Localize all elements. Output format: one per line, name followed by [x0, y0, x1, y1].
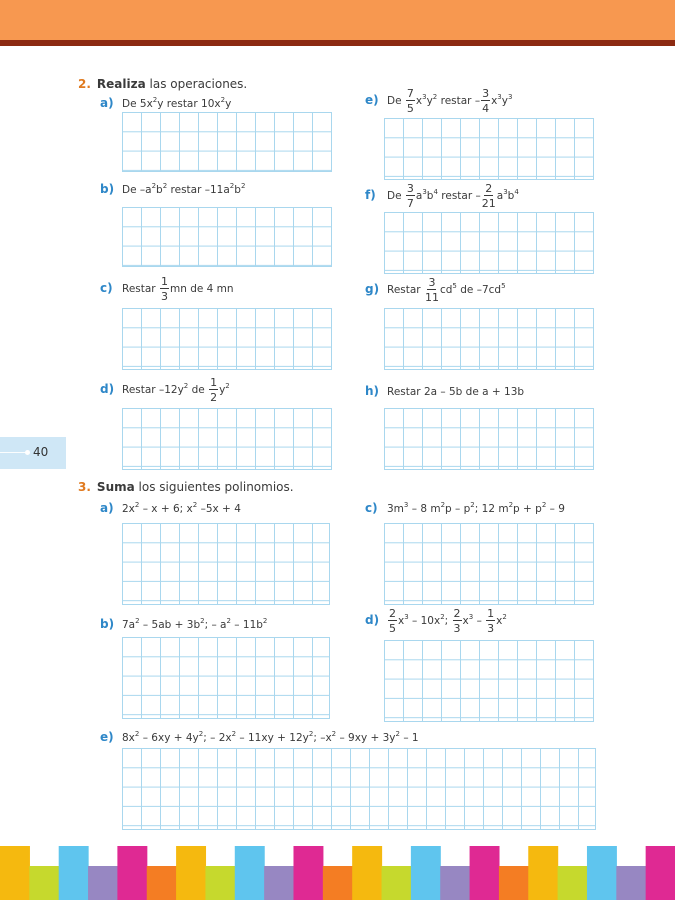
answer-grid-2g[interactable] — [384, 308, 594, 370]
section-3-text: los siguientes polinomios. — [134, 480, 294, 494]
bottom-stripe — [499, 866, 529, 900]
bottom-stripe — [176, 846, 206, 900]
bottom-stripe — [264, 866, 294, 900]
exercise-2d: d) Restar $-12y^2$ de $\frac{1}{2}$ $y^2$ — [100, 376, 230, 404]
bottom-stripe — [528, 846, 558, 900]
section-2-number: 2. — [78, 77, 91, 91]
exercise-2g: g) Restar $\frac{3}{11}$ $cd^5$ de $-7cd^5$ — [365, 276, 506, 304]
bottom-stripe — [29, 866, 59, 900]
bottom-stripe — [88, 866, 118, 900]
bottom-stripe — [558, 866, 588, 900]
bottom-stripe — [646, 846, 675, 900]
section-2-heading — [78, 77, 247, 91]
bottom-stripe — [235, 846, 265, 900]
answer-grid-2e[interactable] — [384, 118, 594, 180]
answer-grid-3b[interactable] — [122, 637, 330, 719]
exercise-2f: f) De $\frac{3}{7}$ $a^3b^4$ restar – $\frac{2}{21}$ $a^3b^4$ — [365, 182, 519, 210]
exercise-3d: d) $\frac{2}{5}$ $x^3 - 10x^2$; $\frac{2}{3}$ $x^3$ – $\frac{1}{3}$ $x^2$ — [365, 607, 507, 635]
exercise-2h: h) Restar 2a – 5b de a + 13b — [365, 384, 525, 398]
bottom-stripe — [352, 846, 382, 900]
answer-grid-3c[interactable] — [384, 523, 594, 605]
answer-grid-2d[interactable] — [122, 408, 332, 470]
bottom-stripe — [59, 846, 89, 900]
section-3-heading — [78, 480, 294, 494]
page-tab-dot — [25, 450, 30, 455]
bottom-stripe — [147, 866, 177, 900]
exercise-3a: a) $2x^2 - x + 6$; $x^2$ –5x + 4 — [100, 501, 241, 515]
page-number: 40 — [33, 445, 49, 459]
answer-grid-3a[interactable] — [122, 523, 330, 605]
section-3-keyword: Suma — [96, 480, 135, 494]
bottom-stripe-decoration — [0, 846, 675, 900]
answer-grid-3d[interactable] — [384, 640, 594, 722]
answer-grid-2h[interactable] — [384, 408, 594, 470]
exercise-3b: b) $7a^2 - 5ab + 3b^2$; – $a^2 - 11b^2$ — [100, 617, 268, 631]
answer-grid-3e[interactable] — [122, 748, 596, 830]
exercise-3c: c) $3m^3 - 8$ $m^2p - p^2$; 12 $m^2p + p^2 - 9$ — [365, 501, 565, 515]
exercise-2e: e) De $\frac{7}{5}$ $x^3y^2$ restar – $\frac{3}{4}$ $x^3y^3$ — [365, 87, 513, 115]
bottom-stripe — [440, 866, 470, 900]
bottom-stripe — [293, 846, 323, 900]
page-tab-line — [0, 452, 26, 453]
top-color-bar — [0, 0, 675, 40]
answer-grid-2c[interactable] — [122, 308, 332, 370]
answer-grid-2a[interactable] — [122, 112, 332, 172]
exercise-2b: b) De $-a^2b^2$ restar $-11a^2b^2$ — [100, 182, 246, 196]
page-number-tab — [0, 437, 66, 469]
section-2-text: las operaciones. — [145, 77, 248, 91]
answer-grid-2f[interactable] — [384, 212, 594, 274]
bottom-stripe — [323, 866, 353, 900]
section-2-keyword: Realiza — [96, 77, 146, 91]
bottom-stripe — [0, 846, 30, 900]
bottom-stripe — [205, 866, 235, 900]
bottom-stripe — [411, 846, 441, 900]
answer-grid-2b[interactable] — [122, 207, 332, 267]
bottom-stripe — [117, 846, 147, 900]
exercise-2c: c) Restar $\frac{1}{3}$ mn de 4 mn — [100, 275, 234, 303]
top-dark-stripe — [0, 40, 675, 46]
bottom-stripe — [587, 846, 617, 900]
bottom-stripe — [470, 846, 500, 900]
bottom-stripe — [616, 866, 646, 900]
section-3-number: 3. — [78, 480, 91, 494]
bottom-stripe — [382, 866, 412, 900]
exercise-2a: a) De $5x^2y$ restar $10x^2y$ — [100, 96, 232, 110]
exercise-3e: e) $8x^2 - 6xy + 4y^2$; – $2x^2 - 11xy + 12y^2$; $-x^2 - 9xy + 3y^2 - 1$ — [100, 730, 419, 744]
